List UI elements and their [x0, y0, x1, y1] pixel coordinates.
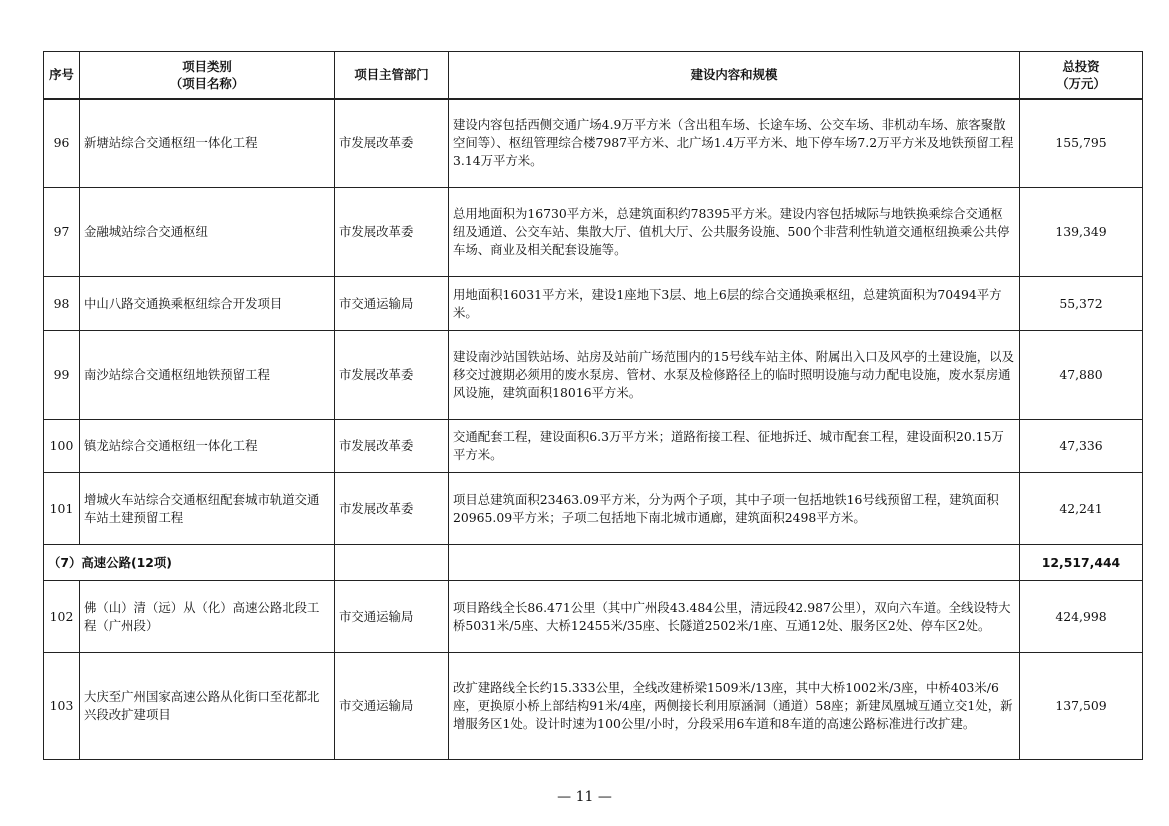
row-name: 南沙站综合交通枢纽地铁预留工程: [80, 331, 335, 420]
row-investment: 139,349: [1020, 188, 1143, 277]
row-no: 97: [44, 188, 80, 277]
row-content: 项目路线全长86.471公里（其中广州段43.484公里，清远段42.987公里），双向六车道。全线设特大桥5031米/5座、大桥12455米/35座、长隧道2502米/1座、互通12处、服务区2处、停车区2处。: [449, 581, 1020, 653]
row-no: 103: [44, 653, 80, 760]
row-dept: 市发展改革委: [335, 99, 449, 188]
row-no: 99: [44, 331, 80, 420]
header-no: 序号: [44, 52, 80, 99]
row-investment: 137,509: [1020, 653, 1143, 760]
row-name: 中山八路交通换乘枢纽综合开发项目: [80, 277, 335, 331]
header-category: [80, 52, 335, 99]
table-row: [44, 581, 1143, 653]
project-table: [43, 51, 1143, 760]
section-dept-empty: [335, 545, 449, 581]
row-investment: 47,880: [1020, 331, 1143, 420]
section-label: （7）高速公路(12项): [44, 545, 335, 581]
header-content: 建设内容和规模: [449, 52, 1020, 99]
row-no: 100: [44, 420, 80, 473]
row-investment: 42,241: [1020, 473, 1143, 545]
table-row: [44, 653, 1143, 760]
table-row: [44, 473, 1143, 545]
row-dept: 市交通运输局: [335, 277, 449, 331]
row-name: 新塘站综合交通枢纽一体化工程: [80, 99, 335, 188]
header-investment: [1020, 52, 1143, 99]
section-content-empty: [449, 545, 1020, 581]
row-investment: 155,795: [1020, 99, 1143, 188]
row-content: 项目总建筑面积23463.09平方米，分为两个子项，其中子项一包括地铁16号线预留工程，建筑面积20965.09平方米；子项二包括地下南北城市通廊，建筑面积2498平方米。: [449, 473, 1020, 545]
table-header-row: [44, 52, 1143, 99]
header-category-line2: （项目名称）: [169, 75, 245, 91]
page-number: — 11 —: [557, 789, 612, 805]
section-investment: 12,517,444: [1020, 545, 1143, 581]
row-dept: 市交通运输局: [335, 581, 449, 653]
row-content: 建设南沙站国铁站场、站房及站前广场范围内的15号线车站主体、附属出入口及风亭的土建设施，以及移交过渡期必须用的废水泵房、管材、水泵及检修路径上的临时照明设施与动力配电设施，废水泵房通风设施，建筑面积18016平方米。: [449, 331, 1020, 420]
row-name: 大庆至广州国家高速公路从化街口至花都北兴段改扩建项目: [80, 653, 335, 760]
header-dept: 项目主管部门: [335, 52, 449, 99]
row-dept: 市交通运输局: [335, 653, 449, 760]
table-row: [44, 188, 1143, 277]
row-investment: 55,372: [1020, 277, 1143, 331]
row-dept: 市发展改革委: [335, 331, 449, 420]
row-no: 102: [44, 581, 80, 653]
row-name: 镇龙站综合交通枢纽一体化工程: [80, 420, 335, 473]
row-no: 101: [44, 473, 80, 545]
row-dept: 市发展改革委: [335, 188, 449, 277]
row-investment: 47,336: [1020, 420, 1143, 473]
row-name: 佛（山）清（远）从（化）高速公路北段工程（广州段）: [80, 581, 335, 653]
row-content: 交通配套工程，建设面积6.3万平方米；道路衔接工程、征地拆迁、城市配套工程，建设面积20.15万平方米。: [449, 420, 1020, 473]
row-content: 用地面积16031平方米，建设1座地下3层、地上6层的综合交通换乘枢纽，总建筑面积为70494平方米。: [449, 277, 1020, 331]
row-content: 建设内容包括西侧交通广场4.9万平方米（含出租车场、长途车场、公交车场、非机动车场、旅客聚散空间等）、枢纽管理综合楼7987平方米、北广场1.4万平方米、地下停车场7.2万平方米及地铁预留工程3.14万平方米。: [449, 99, 1020, 188]
header-category-line1: 项目类别: [182, 58, 232, 74]
row-content: 总用地面积为16730平方米，总建筑面积约78395平方米。建设内容包括城际与地铁换乘综合交通枢纽及通道、公交车站、集散大厅、值机大厅、公共服务设施、500个非营利性轨道交通枢纽换乘公共停车场、商业及相关配套设施等。: [449, 188, 1020, 277]
row-dept: 市发展改革委: [335, 473, 449, 545]
row-name: 金融城站综合交通枢纽: [80, 188, 335, 277]
row-name: 增城火车站综合交通枢纽配套城市轨道交通车站土建预留工程: [80, 473, 335, 545]
table-row: [44, 99, 1143, 188]
table-row: [44, 277, 1143, 331]
row-no: 98: [44, 277, 80, 331]
row-dept: 市发展改革委: [335, 420, 449, 473]
header-investment-line1: 总投资: [1062, 58, 1100, 74]
row-content: 改扩建路线全长约15.333公里，全线改建桥梁1509米/13座，其中大桥1002米/3座，中桥403米/6座，更换原小桥上部结构91米/4座，两侧接长利用原涵洞（通道）58座；新建凤凰城互通立交1处，新增服务区1处。设计时速为100公里/小时，分段采用6车道和8车道的高速公路标准进行改扩建。: [449, 653, 1020, 760]
section-row: [44, 545, 1143, 581]
row-investment: 424,998: [1020, 581, 1143, 653]
table-row: [44, 420, 1143, 473]
row-no: 96: [44, 99, 80, 188]
table-row: [44, 331, 1143, 420]
header-investment-line2: （万元）: [1056, 75, 1106, 91]
